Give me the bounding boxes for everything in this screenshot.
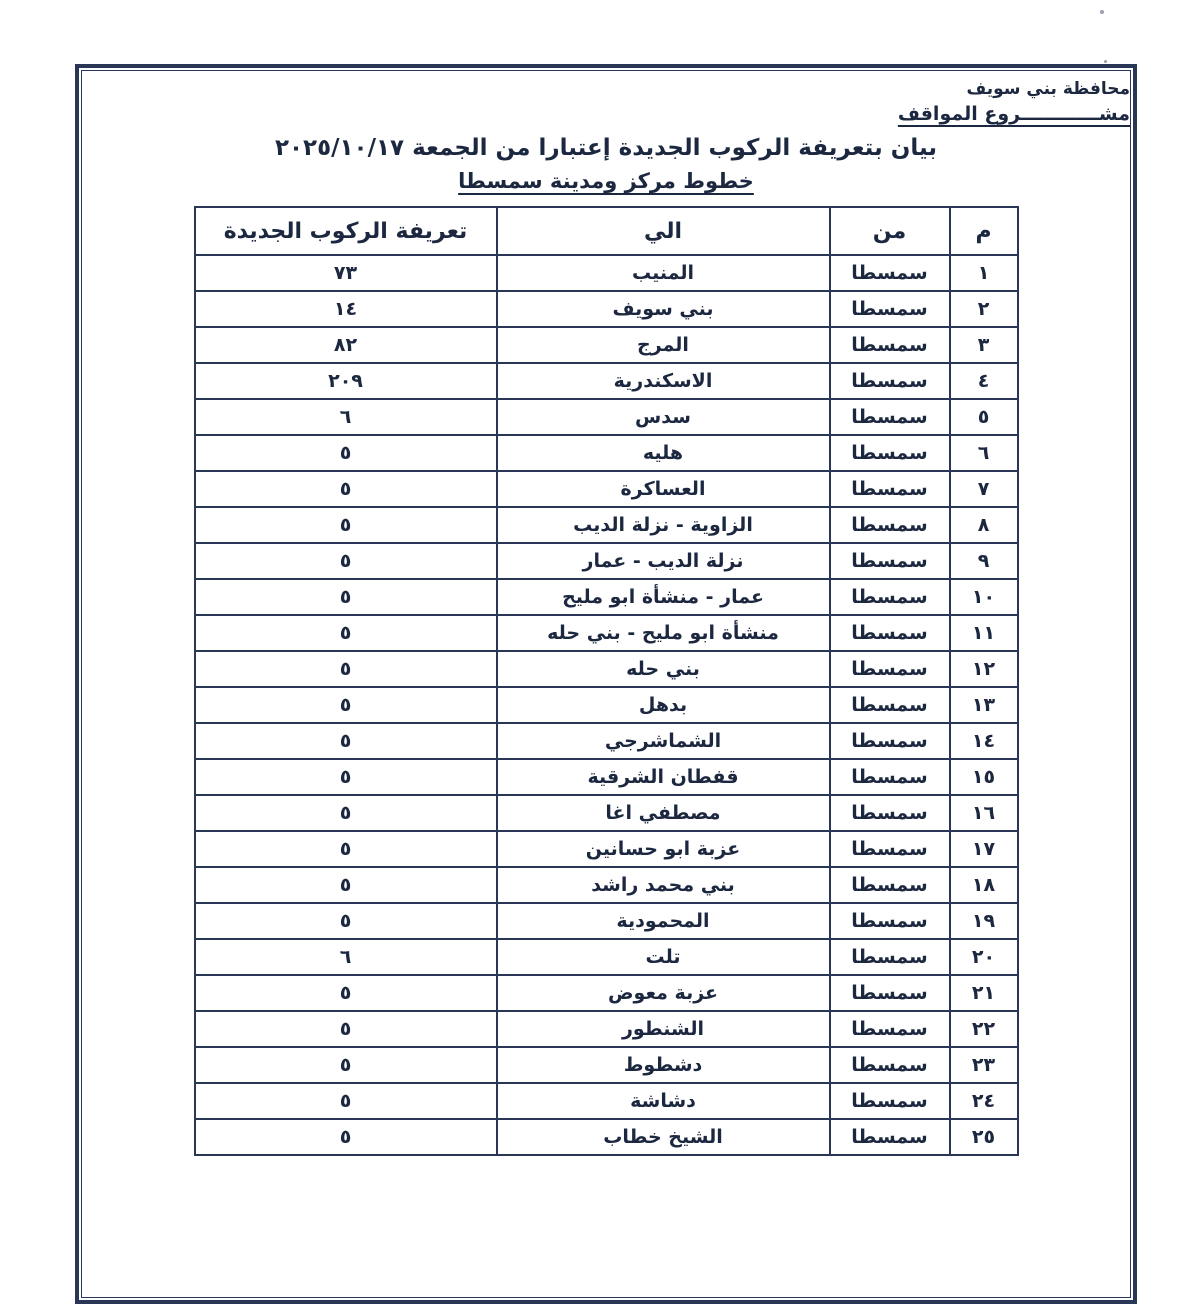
header-serial: م [950,207,1018,255]
table-row [195,255,1018,291]
serial-cell: ٢٠ [950,939,1018,975]
table-row [195,1047,1018,1083]
table-row [195,327,1018,363]
to-cell: قفطان الشرقية [497,759,830,795]
to-cell: الاسكندرية [497,363,830,399]
from-cell: سمسطا [830,1119,950,1155]
project-name-line [82,103,1130,125]
tariff-cell: ٥ [195,543,497,579]
to-cell: المنيب [497,255,830,291]
from-cell: سمسطا [830,723,950,759]
header-from: من [830,207,950,255]
table-row [195,939,1018,975]
serial-cell: ٨ [950,507,1018,543]
tariff-cell: ٥ [195,975,497,1011]
from-cell: سمسطا [830,1083,950,1119]
table-row [195,1083,1018,1119]
serial-cell: ١ [950,255,1018,291]
table-row [195,903,1018,939]
tariff-cell: ٥ [195,795,497,831]
table-row [195,363,1018,399]
scan-speck [1100,10,1104,14]
tariff-cell: ٧٣ [195,255,497,291]
table-body [195,255,1018,1155]
to-cell: المرج [497,327,830,363]
to-cell: بدهل [497,687,830,723]
to-cell: بني محمد راشد [497,867,830,903]
from-cell: سمسطا [830,579,950,615]
tariff-table [194,206,1019,1156]
serial-cell: ١٢ [950,651,1018,687]
serial-cell: ٢٢ [950,1011,1018,1047]
from-cell: سمسطا [830,435,950,471]
serial-cell: ٥ [950,399,1018,435]
table-row [195,1011,1018,1047]
to-cell: بني حله [497,651,830,687]
from-cell: سمسطا [830,795,950,831]
from-cell: سمسطا [830,399,950,435]
serial-cell: ٢١ [950,975,1018,1011]
table-row [195,615,1018,651]
from-cell: سمسطا [830,543,950,579]
table-row [195,651,1018,687]
table-row [195,507,1018,543]
table-row [195,795,1018,831]
to-cell: سدس [497,399,830,435]
table-row [195,1119,1018,1155]
header-to: الي [497,207,830,255]
tariff-cell: ٥ [195,723,497,759]
tariff-cell: ٥ [195,687,497,723]
table-row [195,435,1018,471]
from-cell: سمسطا [830,651,950,687]
to-cell: منشأة ابو مليح - بني حله [497,615,830,651]
to-cell: عزبة معوض [497,975,830,1011]
to-cell: دشطوط [497,1047,830,1083]
from-cell: سمسطا [830,687,950,723]
document-title: بيان بتعريفة الركوب الجديدة إعتبارا من الجمعة ٢٠٢٥/١٠/١٧ [274,135,938,161]
tariff-cell: ٥ [195,759,497,795]
to-cell: الشنطور [497,1011,830,1047]
from-cell: سمسطا [830,831,950,867]
tariff-cell: ٥ [195,471,497,507]
serial-cell: ١٨ [950,867,1018,903]
tariff-cell: ٦ [195,939,497,975]
from-cell: سمسطا [830,1011,950,1047]
tariff-cell: ٥ [195,1083,497,1119]
from-cell: سمسطا [830,471,950,507]
scan-speck [1104,60,1107,63]
header-tariff: تعريفة الركوب الجديدة [195,207,497,255]
page-inner-border [81,70,1131,1298]
serial-cell: ٢٥ [950,1119,1018,1155]
serial-cell: ٦ [950,435,1018,471]
table-row [195,399,1018,435]
tariff-cell: ٥ [195,615,497,651]
serial-cell: ٢٤ [950,1083,1018,1119]
to-cell: عزبة ابو حسانين [497,831,830,867]
to-cell: الزاوية - نزلة الديب [497,507,830,543]
to-cell: دشاشة [497,1083,830,1119]
from-cell: سمسطا [830,867,950,903]
serial-cell: ١٣ [950,687,1018,723]
to-cell: المحمودية [497,903,830,939]
table-row [195,471,1018,507]
to-cell: تلت [497,939,830,975]
from-cell: سمسطا [830,1047,950,1083]
from-cell: سمسطا [830,507,950,543]
serial-cell: ١٠ [950,579,1018,615]
document-subtitle-line [82,169,1130,193]
tariff-cell: ٥ [195,867,497,903]
table-row [195,579,1018,615]
serial-cell: ٩ [950,543,1018,579]
from-cell: سمسطا [830,291,950,327]
table-row [195,759,1018,795]
from-cell: سمسطا [830,363,950,399]
to-cell: الشماشرجي [497,723,830,759]
serial-cell: ١١ [950,615,1018,651]
tariff-cell: ٥ [195,831,497,867]
table-row [195,291,1018,327]
tariff-cell: ٥ [195,435,497,471]
from-cell: سمسطا [830,327,950,363]
from-cell: سمسطا [830,255,950,291]
serial-cell: ٣ [950,327,1018,363]
page-border [75,64,1137,1304]
to-cell: بني سويف [497,291,830,327]
table-header-row [195,207,1018,255]
tariff-cell: ٥ [195,507,497,543]
tariff-cell: ٥ [195,1119,497,1155]
to-cell: هليه [497,435,830,471]
table-row [195,687,1018,723]
to-cell: مصطفي اغا [497,795,830,831]
to-cell: عمار - منشأة ابو مليح [497,579,830,615]
table-row [195,723,1018,759]
from-cell: سمسطا [830,903,950,939]
org-name: محافظة بني سويف [966,79,1130,99]
table-row [195,831,1018,867]
serial-cell: ١٥ [950,759,1018,795]
serial-cell: ١٤ [950,723,1018,759]
to-cell: نزلة الديب - عمار [497,543,830,579]
tariff-cell: ٥ [195,1011,497,1047]
serial-cell: ٢ [950,291,1018,327]
to-cell: الشيخ خطاب [497,1119,830,1155]
serial-cell: ٧ [950,471,1018,507]
tariff-cell: ١٤ [195,291,497,327]
tariff-cell: ٥ [195,1047,497,1083]
tariff-cell: ٥ [195,579,497,615]
table-row [195,867,1018,903]
from-cell: سمسطا [830,975,950,1011]
project-name: مشــــــــــــروع المواقف [897,103,1130,125]
serial-cell: ٤ [950,363,1018,399]
tariff-cell: ٥ [195,651,497,687]
serial-cell: ٢٣ [950,1047,1018,1083]
to-cell: العساكرة [497,471,830,507]
from-cell: سمسطا [830,939,950,975]
tariff-cell: ٢٠٩ [195,363,497,399]
table-row [195,975,1018,1011]
tariff-cell: ٦ [195,399,497,435]
from-cell: سمسطا [830,759,950,795]
tariff-cell: ٨٢ [195,327,497,363]
serial-cell: ١٧ [950,831,1018,867]
table-row [195,543,1018,579]
from-cell: سمسطا [830,615,950,651]
serial-cell: ١٩ [950,903,1018,939]
serial-cell: ١٦ [950,795,1018,831]
document-subtitle: خطوط مركز ومدينة سمسطا [458,169,754,193]
tariff-cell: ٥ [195,903,497,939]
